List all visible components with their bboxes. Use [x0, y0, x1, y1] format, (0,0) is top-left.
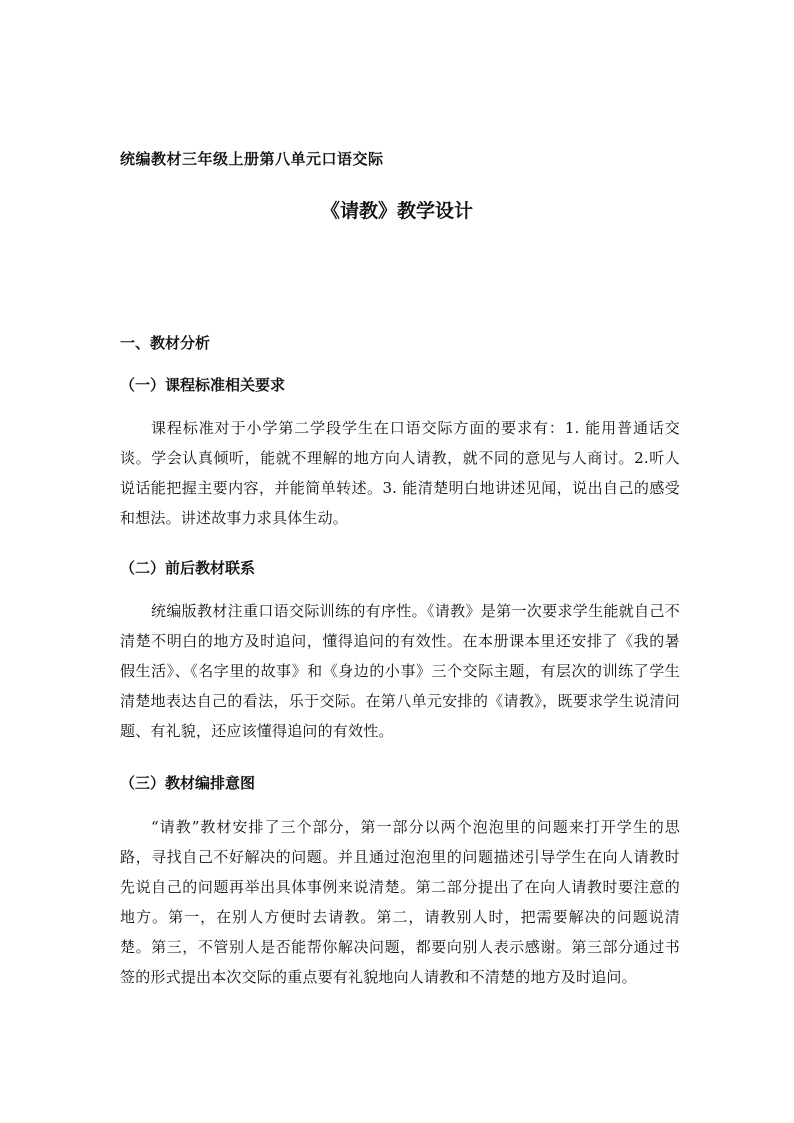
- document-title: 《请教》教学设计: [320, 200, 473, 222]
- section-heading-textbook-analysis: 一、教材分析: [120, 334, 211, 352]
- paragraph-curriculum-standards: 课程标准对于小学第二学段学生在口语交际方面的要求有：1. 能用普通话交谈。学会认真倾听，能就不理解的地方向人请教，就不同的意见与人商讨。2.听人说话能把握主要内容，并能简单转述。3. 能清楚明白地讲述见闻，说出自己的感受和想法。讲述故事力求具体生动。: [120, 419, 680, 527]
- paragraph-arrangement-intent: “请教”教材安排了三个部分，第一部分以两个泡泡里的问题来打开学生的思路，寻找自己不好解决的问题。并且通过泡泡里的问题描述引导学生在向人请教时先说自己的问题再举出具体事例来说清楚。第二部分提出了在向人请教时要注意的地方。第一，在别人方便时去请教。第二，请教别人时，把需要解决的问题说清楚。第三，不管别人是否能帮你解决问题，都要向别人表示感谢。第三部分通过书签的形式提出本次交际的重点要有礼貌地向人请教和不清楚的地方及时追问。: [120, 818, 680, 986]
- paragraph-textbook-connections: 统编版教材注重口语交际训练的有序性。《请教》是第一次要求学生能就自己不清楚不明白的地方及时追问，懂得追问的有效性。在本册课本里还安排了《我的暑假生活》、《名字里的故事》和《身边的小事》三个交际主题，有层次的训练了学生清楚地表达自己的看法，乐于交际。在第八单元安排的《请教》，既要求学生说清问题、有礼貌，还应该懂得追问的有效性。: [120, 602, 680, 740]
- subsection-heading-curriculum-standards: （一）课程标准相关要求: [120, 376, 286, 394]
- subsection-heading-arrangement-intent: （三）教材编排意图: [120, 774, 256, 792]
- document-subtitle: 统编教材三年级上册第八单元口语交际: [120, 150, 384, 168]
- subsection-heading-textbook-connections: （二）前后教材联系: [120, 559, 256, 577]
